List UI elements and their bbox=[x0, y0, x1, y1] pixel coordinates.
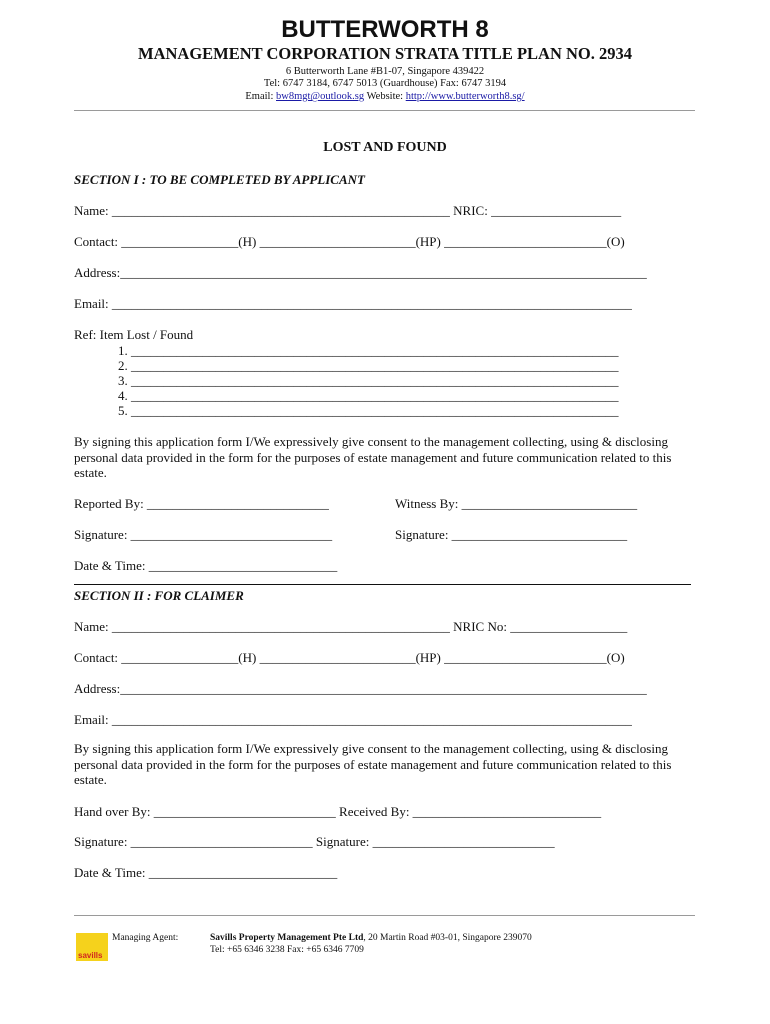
reported-by-field[interactable]: Reported By: ____________________________ bbox=[74, 496, 329, 511]
form-title: LOST AND FOUND bbox=[323, 140, 447, 155]
section2-consent-text: By signing this application form I/We expressively give consent to the management collecting, using & disclosing personal data provided in the form for the purposes of estate management and future communication related to this estate. bbox=[74, 741, 672, 787]
header-phone: Tel: 6747 3184, 6747 5013 (Guardhouse) Fax: 6747 3194 bbox=[263, 78, 507, 89]
section1-date-time-field[interactable]: Date & Time: _____________________________ bbox=[74, 558, 338, 573]
website-link[interactable]: http://www.butterworth8.sg/ bbox=[405, 91, 525, 102]
section1-signature-right[interactable]: Signature: ___________________________ bbox=[395, 527, 628, 542]
section2-address-field[interactable]: Address:_________________________________________________________________________________ bbox=[74, 681, 647, 696]
item-line-3[interactable]: 3. ___________________________________________________________________________ bbox=[118, 373, 619, 388]
managing-agent-contact: Tel: +65 6346 3238 Fax: +65 6346 7709 bbox=[210, 945, 364, 955]
footer-divider bbox=[74, 915, 695, 916]
managing-agent-label: Managing Agent: bbox=[112, 933, 179, 943]
section2-email-field[interactable]: Email: ________________________________________________________________________________ bbox=[74, 712, 632, 727]
section1-address-field[interactable]: Address:_________________________________________________________________________________ bbox=[74, 265, 647, 280]
page-title: BUTTERWORTH 8 bbox=[281, 16, 489, 43]
savills-logo bbox=[76, 933, 108, 961]
website-label: Website: bbox=[364, 91, 406, 102]
section1-name-field[interactable]: Name: ____________________________________________________ NRIC: ____________________ bbox=[74, 203, 622, 218]
section2-name-field[interactable]: Name: ____________________________________________________ NRIC No: __________________ bbox=[74, 619, 628, 634]
witness-by-field[interactable]: Witness By: ___________________________ bbox=[395, 496, 638, 511]
header-contact-line bbox=[0, 91, 770, 102]
section-divider bbox=[74, 584, 691, 585]
section2-date-time-field[interactable]: Date & Time: _____________________________ bbox=[74, 865, 338, 880]
logo-text: savills bbox=[78, 951, 103, 960]
hand-over-received-by-fields[interactable]: Hand over By: ____________________________ Received By: _____________________________ bbox=[74, 804, 602, 819]
item-line-5[interactable]: 5. ___________________________________________________________________________ bbox=[118, 403, 619, 418]
section2-heading: SECTION II : FOR CLAIMER bbox=[74, 588, 244, 603]
item-line-4[interactable]: 4. ___________________________________________________________________________ bbox=[118, 388, 619, 403]
page-subtitle: MANAGEMENT CORPORATION STRATA TITLE PLAN NO. 2934 bbox=[138, 44, 632, 63]
section2-contact-field[interactable]: Contact: __________________(H) ________________________(HP) _________________________(O) bbox=[74, 650, 625, 665]
section1-signature-left[interactable]: Signature: _______________________________ bbox=[74, 527, 333, 542]
header-divider bbox=[74, 110, 695, 111]
section1-contact-field[interactable]: Contact: __________________(H) ________________________(HP) _________________________(O) bbox=[74, 234, 625, 249]
item-line-2[interactable]: 2. ___________________________________________________________________________ bbox=[118, 358, 619, 373]
section1-email-field[interactable]: Email: ________________________________________________________________________________ bbox=[74, 296, 632, 311]
section2-signature-fields[interactable]: Signature: ____________________________ Signature: ____________________________ bbox=[74, 834, 555, 849]
section1-heading: SECTION I : TO BE COMPLETED BY APPLICANT bbox=[74, 172, 365, 187]
header-address: 6 Butterworth Lane #B1-07, Singapore 439422 bbox=[285, 66, 485, 77]
email-link[interactable]: bw8mgt@outlook.sg bbox=[276, 91, 365, 102]
company-name: Savills Property Management Pte Ltd bbox=[210, 933, 364, 943]
email-label: Email: bbox=[245, 91, 277, 102]
item-line-1[interactable]: 1. ___________________________________________________________________________ bbox=[118, 343, 619, 358]
managing-agent-company bbox=[210, 933, 532, 943]
company-address: , 20 Martin Road #03-01, Singapore 239070 bbox=[363, 933, 532, 943]
section1-consent-text: By signing this application form I/We expressively give consent to the management collecting, using & disclosing personal data provided in the form for the purposes of estate management and future communication related to this estate. bbox=[74, 434, 672, 480]
ref-label: Ref: Item Lost / Found bbox=[74, 327, 194, 342]
